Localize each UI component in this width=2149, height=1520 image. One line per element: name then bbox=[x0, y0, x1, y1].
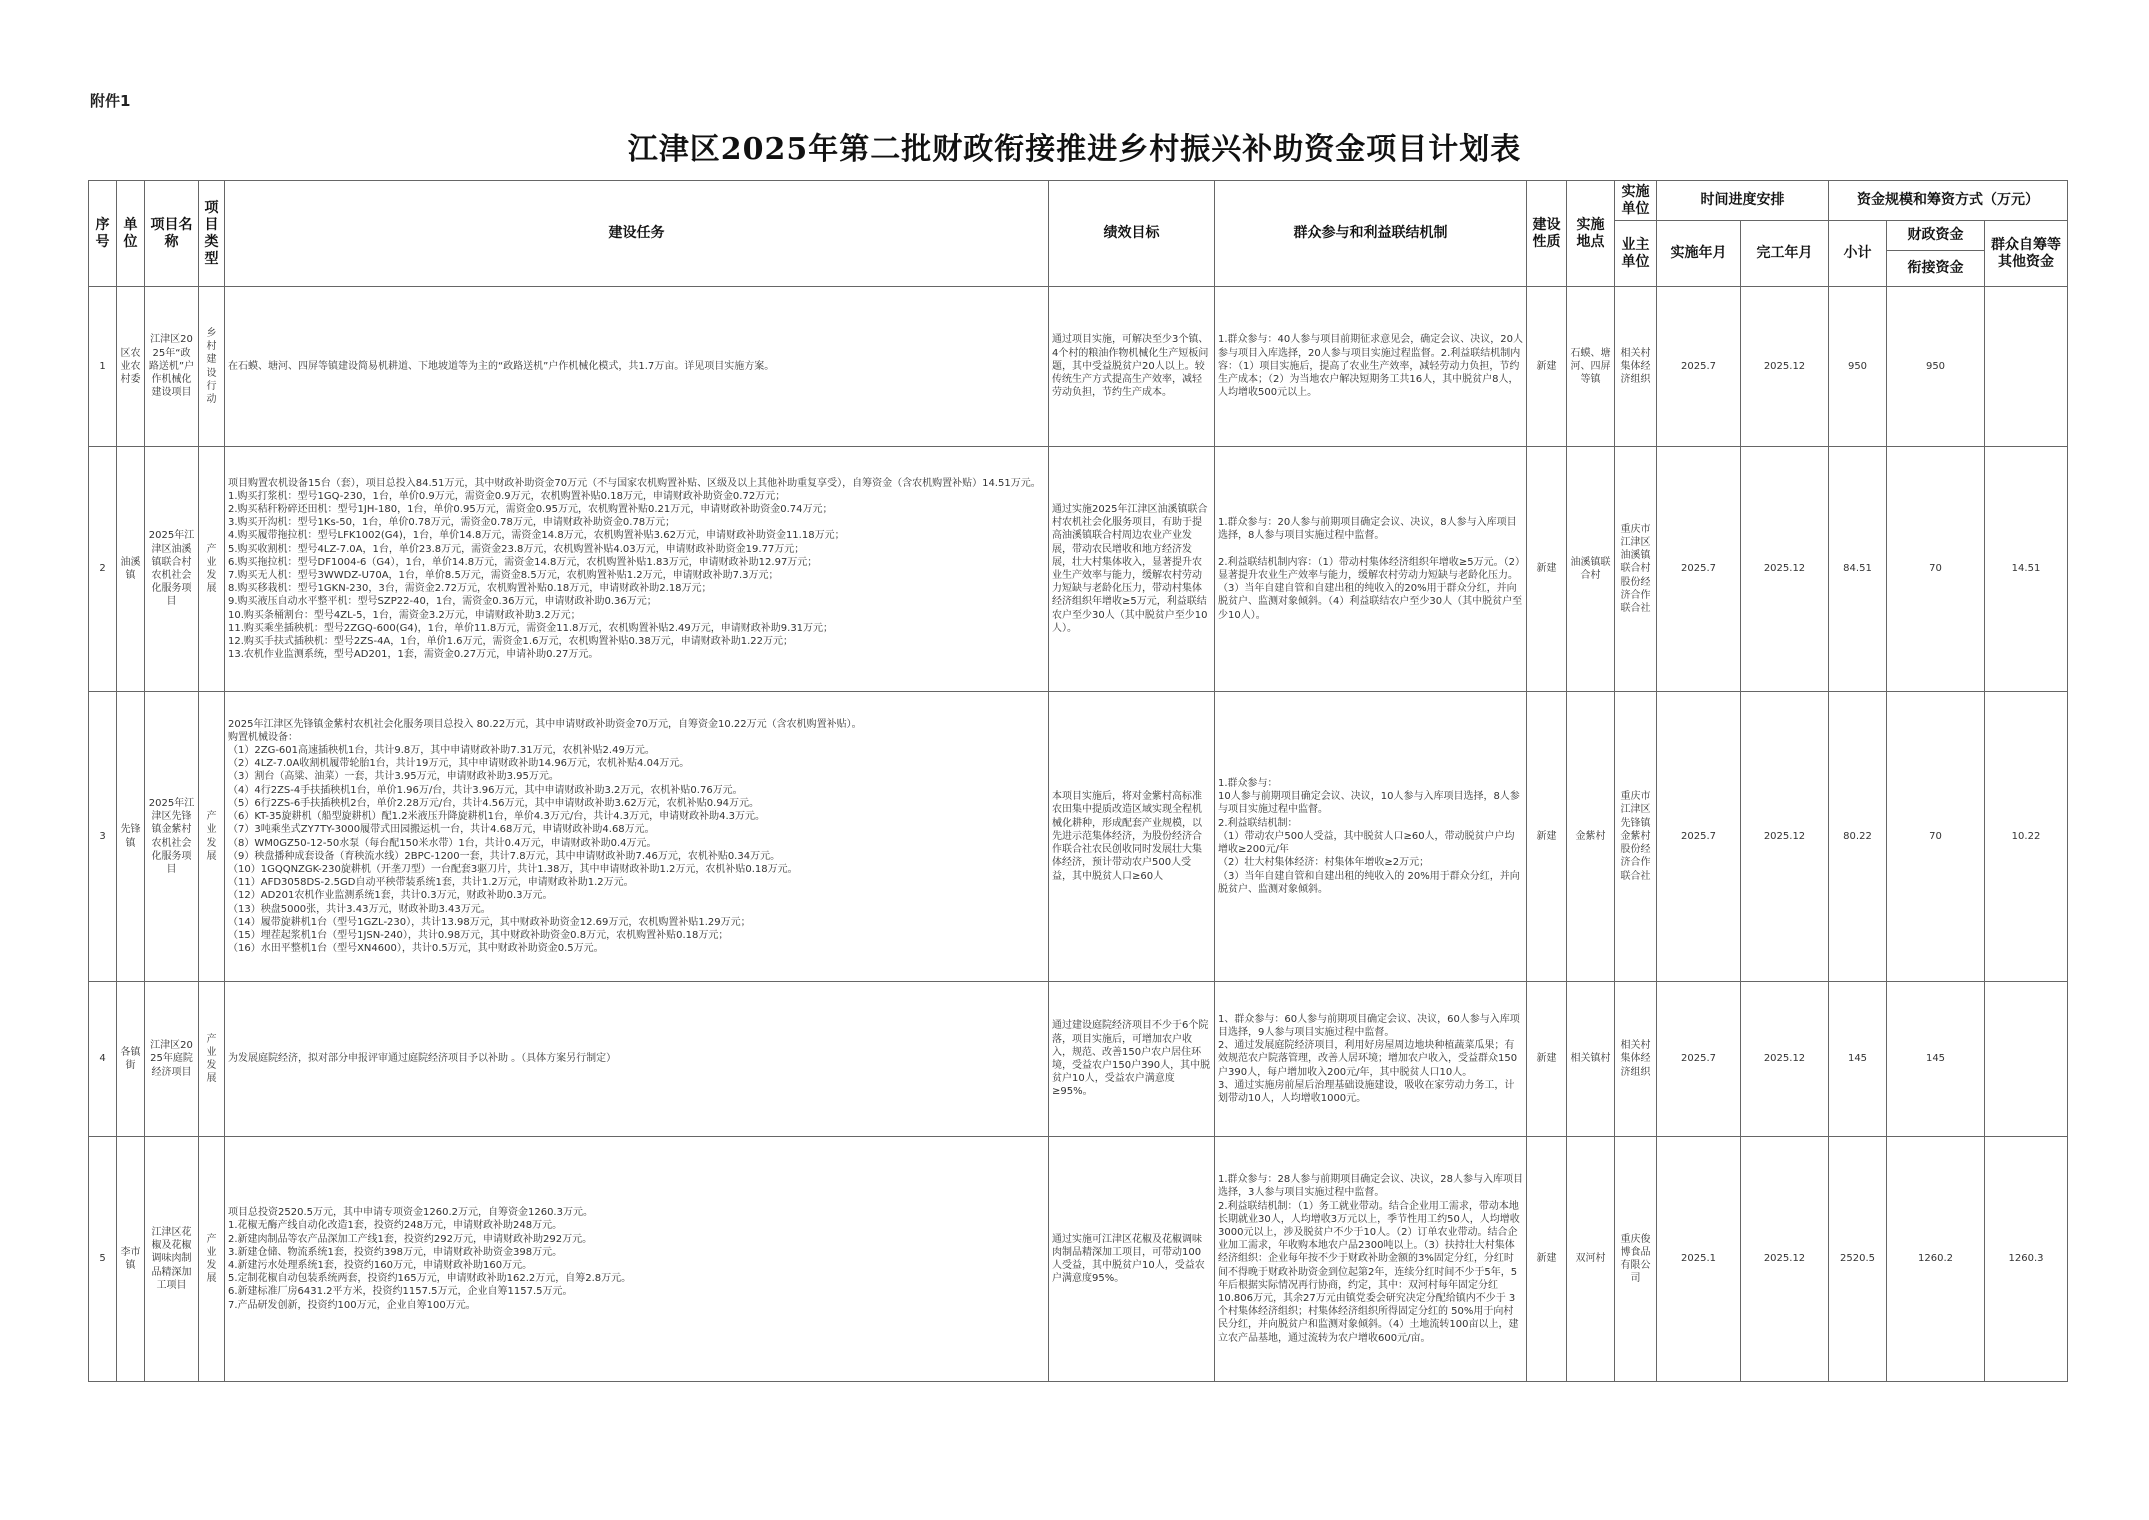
cell-self-raised bbox=[1985, 287, 2068, 447]
cell-seq: 2 bbox=[89, 447, 117, 692]
cell-project-type: 产业发展 bbox=[199, 692, 225, 982]
cell-start: 2025.7 bbox=[1657, 692, 1741, 982]
cell-bridging: 950 bbox=[1887, 287, 1985, 447]
cell-goals: 通过实施2025年江津区油溪镇联合村农机社会化服务项目，有助于提高油溪镇联合村周边农业产业发展，带动农民增收和地方经济发展，壮大村集体收入，显著提升农业生产效率与能力，缓解农村劳动力短缺与老龄化压力，带动村集体经济组织年增收≥5万元，利益联结农户至少30人（其中脱贫户至少10人）。 bbox=[1049, 447, 1215, 692]
cell-owner-unit: 重庆市江津区先锋镇金紫村股份经济合作联合社 bbox=[1615, 692, 1657, 982]
cell-mechanism: 1.群众参与：40人参与项目前期征求意见会，确定会议、决议，20人参与项目入库选择，20人参与项目实施过程监督。2.利益联结机制内容：（1）项目实施后，提高了农业生产效率，减轻劳动力负担，节约生产成本；（2）为当地农户解决短期务工共16人，其中脱贫户8人，人均增收500元以上。 bbox=[1215, 287, 1527, 447]
cell-end: 2025.12 bbox=[1741, 287, 1829, 447]
cell-unit: 各镇街 bbox=[117, 982, 145, 1137]
cell-project-name: 2025年江津区先锋镇金紫村农机社会化服务项目 bbox=[145, 692, 199, 982]
cell-location: 双河村 bbox=[1567, 1137, 1615, 1382]
header-seq: 序号 bbox=[89, 181, 117, 287]
cell-start: 2025.1 bbox=[1657, 1137, 1741, 1382]
cell-unit: 油溪镇 bbox=[117, 447, 145, 692]
cell-location: 金紫村 bbox=[1567, 692, 1615, 982]
cell-owner-unit: 重庆市江津区油溪镇联合村股份经济合作联合社 bbox=[1615, 447, 1657, 692]
cell-bridging: 145 bbox=[1887, 982, 1985, 1137]
header-location: 实施地点 bbox=[1567, 181, 1615, 287]
cell-subtotal: 84.51 bbox=[1829, 447, 1887, 692]
cell-subtotal: 950 bbox=[1829, 287, 1887, 447]
cell-end: 2025.12 bbox=[1741, 447, 1829, 692]
cell-project-type: 产业发展 bbox=[199, 982, 225, 1137]
cell-unit: 李市镇 bbox=[117, 1137, 145, 1382]
cell-project-type: 产业发展 bbox=[199, 447, 225, 692]
cell-nature: 新建 bbox=[1527, 982, 1567, 1137]
cell-tasks: 在石蟆、塘河、四屏等镇建设简易机耕道、下地坡道等为主的“政路送机”户作机械化模式，共1.7万亩。详见项目实施方案。 bbox=[225, 287, 1049, 447]
cell-seq: 3 bbox=[89, 692, 117, 982]
header-schedule: 时间进度安排 bbox=[1657, 181, 1829, 221]
header-self-raised: 群众自筹等其他资金 bbox=[1985, 221, 2068, 287]
cell-bridging: 70 bbox=[1887, 692, 1985, 982]
cell-project-name: 江津区2025年庭院经济项目 bbox=[145, 982, 199, 1137]
cell-subtotal: 2520.5 bbox=[1829, 1137, 1887, 1382]
cell-end: 2025.12 bbox=[1741, 692, 1829, 982]
cell-location: 相关镇村 bbox=[1567, 982, 1615, 1137]
header-end: 完工年月 bbox=[1741, 221, 1829, 287]
table-body bbox=[89, 287, 2068, 1382]
cell-goals: 通过实施可江津区花椒及花椒调味肉制品精深加工项目，可带动100人受益，其中脱贫户10人，受益农户满意度95%。 bbox=[1049, 1137, 1215, 1382]
cell-mechanism: 1.群众参与：28人参与前期项目确定会议、决议，28人参与入库项目选择，3人参与项目实施过程中监督。 2.利益联结机制：（1）务工就业带动。结合企业用工需求，带动本地长期就业30人，人均增收3万元以上，季节性用工约50人，人均增收3000元以上，涉及脱贫户不少于10人。（2）订单农业带动。结合企业加工需求，年收购本地农户品2300吨以上。（3）扶持壮大村集体经济组织：企业每年按不少于财政补助金额的3%固定分红，分红时间不得晚于财政补助资金到位起第2年，连续分红时间不少于5年，5年后根据实际情况再行协商，约定，其中：双河村每年固定分红10.806万元，其余27万元由镇党委会研究决定分配给镇内不少于 3个村集体经济组织；村集体经济组织所得固定分红的 50%用于向村民分红，并向脱贫户和监测对象倾斜。（4）土地流转100亩以上，建立农产品基地，通过流转为农户增收600元/亩。 bbox=[1215, 1137, 1527, 1382]
cell-location: 油溪镇联合村 bbox=[1567, 447, 1615, 692]
cell-mechanism: 1.群众参与： 10人参与前期项目确定会议、决议，10人参与入库项目选择，8人参与项目实施过程中监督。 2.利益联结机制： （1）带动农户500人受益，其中脱贫人口≥60人，带动脱贫户户均增收≥200元/年 （2）壮大村集体经济：村集体年增收≥2万元； （3）当年自建自管和自建出租的纯收入的 20%用于群众分红，并向脱贫户、监测对象倾斜。 bbox=[1215, 692, 1527, 982]
cell-project-name: 2025年江津区油溪镇联合村农机社会化服务项目 bbox=[145, 447, 199, 692]
header-bridging: 衔接资金 bbox=[1887, 251, 1985, 287]
cell-nature: 新建 bbox=[1527, 1137, 1567, 1382]
cell-subtotal: 80.22 bbox=[1829, 692, 1887, 982]
cell-seq: 4 bbox=[89, 982, 117, 1137]
cell-project-type: 乡村建设行动 bbox=[199, 287, 225, 447]
cell-bridging: 1260.2 bbox=[1887, 1137, 1985, 1382]
header-fiscal: 财政资金 bbox=[1887, 221, 1985, 251]
cell-self-raised: 1260.3 bbox=[1985, 1137, 2068, 1382]
cell-self-raised: 14.51 bbox=[1985, 447, 2068, 692]
cell-owner-unit: 重庆俊博食品有限公司 bbox=[1615, 1137, 1657, 1382]
header-impl-unit: 实施单位 bbox=[1615, 181, 1657, 221]
header-mechanism: 群众参与和利益联结机制 bbox=[1215, 181, 1527, 287]
cell-tasks: 项目购置农机设备15台（套），项目总投入84.51万元，其中财政补助资金70万元（不与国家农机购置补贴、区级及以上其他补助重复享受），自筹资金（含农机购置补贴）14.51万元。 1.购买打浆机：型号1GQ-230，1台，单价0.9万元，需资金0.9万元，农机购置补贴0.18万元，申请财政补助资金0.72万元； 2.购买秸秆粉碎还田机：型号1JH-180，1台，单价0.95万元，需资金0.95万元，农机购置补贴0.21万元，申请财政补助资金0.74万元； 3.购买开沟机：型号1Ks-50，1台，单价0.78万元，需资金0.78万元，申请财政补助资金0.78万元； 4.购买履带拖拉机：型号LFK1002(G4)，1台，单价14.8万元，需资金14.8万元，农机购置补贴3.62万元，申请财政补助资金11.18万元； 5.购买收割机：型号4LZ-7.0A，1台，单价23.8万元，需资金23.8万元，农机购置补贴4.03万元，申请财政补助资金19.77万元； 6.购买拖拉机：型号DF1004-6（G4），1台，单价14.8万元，需资金14.8万元，农机购置补贴1.83万元，申请财政补助12.97万元； 7.购买无人机：型号3WWDZ-U70A，1台，单价8.5万元，需资金8.5万元，农机购置补贴1.2万元，申请财政补助7.3万元； 8.购买移栽机：型号1GKN-230，3台，需资金2.72万元，农机购置补贴0.18万元，申请财政补助2.18万元； 9.购买液压自动水平整平机：型号SZP22-40，1台，需资金0.36万元，申请财政补助0.36万元； 10.购买条桶割台：型号4ZL-5，1台，需资金3.2万元，申请财政补助3.2万元； 11.购买乘坐插秧机：型号2ZGQ-600(G4)，1台，单价11.8万元，需资金11.8万元，农机购置补贴2.49万元，申请财政补助9.31万元； 12.购买手扶式插秧机：型号2ZS-4A，1台，单价1.6万元，需资金1.6万元，农机购置补贴0.38万元，申请财政补助1.22万元； 13.农机作业监测系统，型号AD201，1套，需资金0.27万元，申请补助0.27万元。 bbox=[225, 447, 1049, 692]
cell-end: 2025.12 bbox=[1741, 1137, 1829, 1382]
header-project-type: 项目类型 bbox=[199, 181, 225, 287]
table-row bbox=[89, 692, 2068, 982]
attachment-label: 附件1 bbox=[90, 92, 131, 110]
cell-seq: 5 bbox=[89, 1137, 117, 1382]
cell-mechanism: 1.群众参与：20人参与前期项目确定会议、决议，8人参与入库项目选择，8人参与项目实施过程中监督。 2.利益联结机制内容：（1）带动村集体经济组织年增收≥5万元。（2）显著提升农业生产效率与能力，缓解农村劳动力短缺与老龄化压力。（3）当年自建自管和自建出租的纯收入的20%用于群众分红，并向脱贫户、监测对象倾斜。（4）利益联结农户至少30人（其中脱贫户至少10人）。 bbox=[1215, 447, 1527, 692]
cell-unit: 先锋镇 bbox=[117, 692, 145, 982]
table-row bbox=[89, 447, 2068, 692]
cell-owner-unit: 相关村集体经济组织 bbox=[1615, 982, 1657, 1137]
cell-self-raised: 10.22 bbox=[1985, 692, 2068, 982]
cell-goals: 通过建设庭院经济项目不少于6个院落，项目实施后，可增加农户收入，规范、改善150户农户居住环境，受益农户150户390人，其中脱贫户10人，受益农户满意度≥95%。 bbox=[1049, 982, 1215, 1137]
cell-location: 石蟆、塘河、四屏等镇 bbox=[1567, 287, 1615, 447]
cell-tasks: 项目总投资2520.5万元，其中申请专项资金1260.2万元，自筹资金1260.3万元。 1.花椒无酶产线自动化改造1套，投资约248万元，申请财政补助248万元。 2.新建肉制品等农产品深加工产线1套，投资约292万元，申请财政补助292万元。 3.新建仓储、物流系统1套，投资约398万元，申请财政补助资金398万元。 4.新建污水处理系统1套，投资约160万元，申请财政补助160万元。 5.定制花椒自动包装系统两套，投资约165万元，申请财政补助162.2万元，自筹2.8万元。 6.新建标准厂房6431.2平方米，投资约1157.5万元，企业自筹1157.5万元。 7.产品研发创新，投资约100万元，企业自筹100万元。 bbox=[225, 1137, 1049, 1382]
header-unit: 单位 bbox=[117, 181, 145, 287]
table-header bbox=[89, 181, 2068, 287]
table-row bbox=[89, 287, 2068, 447]
header-tasks: 建设任务 bbox=[225, 181, 1049, 287]
cell-goals: 通过项目实施，可解决至少3个镇、4个村的粮油作物机械化生产短板问题，其中受益脱贫户20人以上。较传统生产方式提高生产效率，减轻劳动负担，节约生产成本。 bbox=[1049, 287, 1215, 447]
header-owner-unit: 业主单位 bbox=[1615, 221, 1657, 287]
cell-seq: 1 bbox=[89, 287, 117, 447]
cell-project-type: 产业发展 bbox=[199, 1137, 225, 1382]
cell-self-raised bbox=[1985, 982, 2068, 1137]
header-subtotal: 小计 bbox=[1829, 221, 1887, 287]
cell-project-name: 江津区2025年“政路送机”户作机械化建设项目 bbox=[145, 287, 199, 447]
cell-start: 2025.7 bbox=[1657, 287, 1741, 447]
header-start: 实施年月 bbox=[1657, 221, 1741, 287]
project-plan-table bbox=[88, 180, 2068, 1382]
cell-start: 2025.7 bbox=[1657, 982, 1741, 1137]
cell-mechanism: 1、群众参与：60人参与前期项目确定会议、决议，60人参与入库项目选择，9人参与项目实施过程中监督。 2、通过发展庭院经济项目，利用好房屋周边地块种植蔬菜瓜果；有效规范农户院落管理，改善人居环境；增加农户收入，受益群众150户390人，每户增加收入200元/年，其中脱贫人口10人。 3、通过实施房前屋后治理基础设施建设，吸收在家劳动力务工，计划带动10人，人均增收1000元。 bbox=[1215, 982, 1527, 1137]
cell-owner-unit: 相关村集体经济组织 bbox=[1615, 287, 1657, 447]
cell-tasks: 2025年江津区先锋镇金紫村农机社会化服务项目总投入 80.22万元，其中申请财政补助资金70万元，自筹资金10.22万元（含农机购置补贴）。 购置机械设备： （1）2ZG-601高速插秧机1台，共计9.8万，其中申请财政补助7.31万元，农机补贴2.49万元。 （2）4LZ-7.0A收割机履带轮胎1台，共计19万元，其中申请财政补助14.96万元，农机补贴4.04万元。 （3）割台（高粱、油菜）一套，共计3.95万元，申请财政补助3.95万元。 （4）4行2ZS-4手扶插秧机1台，单价1.96万/台，共计3.96万元，其中申请财政补助3.2万元，农机补贴0.76万元。 （5）6行2ZS-6手扶插秧机2台，单价2.28万元/台，共计4.56万元，其中申请财政补助3.62万元，农机补贴0.94万元。 （6）KT-35旋耕机（船型旋耕机）配1.2米液压升降旋耕机1台，单价4.3万元/台，共计4.3万元，申请财政补助4.3万元。 （7）3吨乘坐式ZY7TY-3000履带式田园搬运机一台，共计4.68万元，申请财政补助4.68万元。 （8）WM0GZ50-12-50水泵（每台配150米水带）1台，共计0.4万元，申请财政补助0.4万元。 （9）秧盘播种成套设备（育秧流水线）2BPC-1200一套，共计7.8万元，其中申请财政补助7.46万元，农机补贴0.34万元。 （10）1GQQNZGK-230旋耕机（开垄刀型）一台配套3驱刀片，共计1.38万，其中申请财政补助1.2万元，农机补贴0.18万元。 （11）AFD3058DS-2.5GD自动平秧带装系统1套，共计1.2万元，申请财政补助1.2万元。 （12）AD201农机作业监测系统1套，共计0.3万元，财政补助0.3万元。 （13）秧盘5000张，共计3.43万元，财政补助3.43万元。 （14）履带旋耕机1台（型号1GZL-230），共计13.98万元，其中财政补助资金12.69万元，农机购置补贴1.29万元； （15）埋茬起浆机1台（型号1JSN-240），共计0.98万元，其中财政补助资金0.8万元，农机购置补贴0.18万元； （16）水田平整机1台（型号XN4600），共计0.5万元，其中财政补助资金0.5万元。 bbox=[225, 692, 1049, 982]
header-goals: 绩效目标 bbox=[1049, 181, 1215, 287]
cell-end: 2025.12 bbox=[1741, 982, 1829, 1137]
cell-project-name: 江津区花椒及花椒调味肉制品精深加工项目 bbox=[145, 1137, 199, 1382]
header-funding: 资金规模和筹资方式（万元） bbox=[1829, 181, 2068, 221]
cell-nature: 新建 bbox=[1527, 287, 1567, 447]
cell-nature: 新建 bbox=[1527, 447, 1567, 692]
page-title: 江津区2025年第二批财政衔接推进乡村振兴补助资金项目计划表 bbox=[627, 132, 1522, 167]
header-project-name: 项目名称 bbox=[145, 181, 199, 287]
header-nature: 建设性质 bbox=[1527, 181, 1567, 287]
cell-nature: 新建 bbox=[1527, 692, 1567, 982]
cell-subtotal: 145 bbox=[1829, 982, 1887, 1137]
cell-goals: 本项目实施后，将对金紫村高标准农田集中提质改造区域实现全程机械化耕种，形成配套产业规模，以先进示范集体经济，为股份经济合作联合社农民创收同时发展壮大集体经济，预计带动农户500人受益，其中脱贫人口≥60人 bbox=[1049, 692, 1215, 982]
cell-tasks: 为发展庭院经济，拟对部分申报评审通过庭院经济项目予以补助 。（具体方案另行制定） bbox=[225, 982, 1049, 1137]
table-row bbox=[89, 982, 2068, 1137]
table-row bbox=[89, 1137, 2068, 1382]
cell-unit: 区农业农村委 bbox=[117, 287, 145, 447]
cell-bridging: 70 bbox=[1887, 447, 1985, 692]
cell-start: 2025.7 bbox=[1657, 447, 1741, 692]
